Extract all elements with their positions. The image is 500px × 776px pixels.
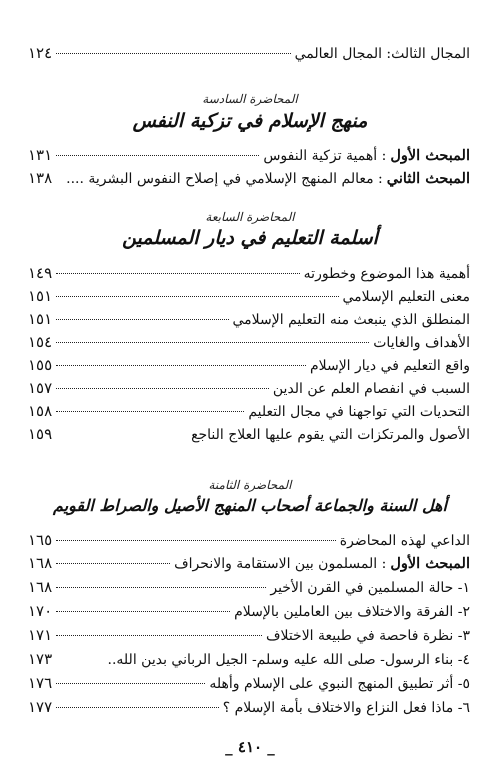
dot-leader xyxy=(56,155,259,156)
toc-entry xyxy=(28,264,470,286)
entry-page: ١٦٨ xyxy=(28,554,53,572)
toc-entry xyxy=(28,531,470,553)
dot-leader xyxy=(56,319,228,320)
toc-entry xyxy=(28,169,470,191)
toc-entry xyxy=(28,425,470,447)
toc-entry xyxy=(28,146,470,168)
entry-page: ١٤٩ xyxy=(28,264,53,282)
entry-text: ٥- أثر تطبيق المنهج النبوي على الإسلام وأهله xyxy=(209,676,470,692)
entry-page: ١٢٤ xyxy=(28,44,53,62)
lecture-title: منهج الإسلام في تزكية النفس xyxy=(132,110,368,132)
entry-text: : المسلمون بين الاستقامة والانحراف xyxy=(174,556,387,572)
entry-text: السبب في انفصام العلم عن الدين xyxy=(272,381,470,397)
toc-entry xyxy=(28,674,470,696)
lecture-title: أسلمة التعليم في ديار المسلمين xyxy=(122,227,378,249)
entry-text: ٢- الفرقة والاختلاف بين العاملين بالإسلام xyxy=(234,604,470,620)
dot-leader xyxy=(56,683,205,684)
toc-entry xyxy=(28,379,470,401)
entry-text: ٣- نظرة فاحصة في طبيعة الاختلاف xyxy=(265,628,470,644)
entry-page: ١٥١ xyxy=(28,310,53,328)
entry-page: ١٦٥ xyxy=(28,531,53,549)
entry-text: : أهمية تزكية النفوس xyxy=(263,148,387,164)
page-number-value: ٤١٠ xyxy=(237,738,263,756)
entry-text: الأصول والمرتكزات التي يقوم عليها العلاج الناجع xyxy=(191,427,470,443)
toc-entry xyxy=(28,287,470,309)
section-label: المبحث الأول xyxy=(390,555,470,572)
entry-text: ١- حالة المسلمين في القرن الأخير xyxy=(270,580,470,596)
entry-page: ١٥٨ xyxy=(28,402,53,420)
entry-page: ١٥١ xyxy=(28,287,53,305)
entry-text: ٦- ماذا فعل النزاع والاختلاف بأمة الإسلام ؟ xyxy=(222,700,470,716)
entry-page: ١٥٥ xyxy=(28,356,53,374)
entry-page: ١٧٦ xyxy=(28,674,53,692)
page-number-dash-left: _ xyxy=(262,738,275,756)
entry-text: معنى التعليم الإسلامي xyxy=(342,289,470,305)
section-label: المبحث الأول xyxy=(390,147,470,164)
entry-page: ١٣١ xyxy=(28,146,53,164)
page-number xyxy=(0,738,500,756)
toc-entry xyxy=(28,578,470,600)
dot-leader xyxy=(56,388,269,389)
entry-page: ١٥٤ xyxy=(28,333,53,351)
lecture-title: أهل السنة والجماعة أصحاب المنهج الأصيل والصراط القويم xyxy=(53,496,447,515)
toc-entry xyxy=(28,310,470,332)
dot-leader xyxy=(56,707,219,708)
dot-leader xyxy=(56,563,170,564)
entry-text: التحديات التي تواجهنا في مجال التعليم xyxy=(248,404,470,420)
entry-page: ١٧١ xyxy=(28,626,53,644)
entry-page: ١٦٨ xyxy=(28,578,53,596)
entry-page: ١٥٧ xyxy=(28,379,53,397)
entry-text: : معالم المنهج الإسلامي في إصلاح النفوس البشرية .... xyxy=(66,171,383,187)
lecture-caption: المحاضرة السادسة xyxy=(202,92,298,106)
dot-leader xyxy=(56,273,300,274)
entry-page: ١٧٠ xyxy=(28,602,53,620)
dot-leader xyxy=(56,635,262,636)
entry-text: ٤- بناء الرسول- صلى الله عليه وسلم- الجيل الرباني بدين الله.. xyxy=(107,652,470,668)
entry-text: المنطلق الذي ينبعث منه التعليم الإسلامي xyxy=(232,312,470,328)
dot-leader xyxy=(56,296,338,297)
toc-entry xyxy=(28,554,470,576)
lecture-caption: المحاضرة الثامنة xyxy=(208,478,292,492)
entry-text: واقع التعليم في ديار الإسلام xyxy=(309,358,470,374)
dot-leader xyxy=(56,342,369,343)
toc-entry xyxy=(28,698,470,720)
toc-entry xyxy=(28,626,470,648)
dot-leader xyxy=(56,411,244,412)
dot-leader xyxy=(56,365,306,366)
toc-entry xyxy=(28,402,470,424)
dot-leader xyxy=(56,587,266,588)
lecture-caption: المحاضرة السابعة xyxy=(205,210,295,224)
entry-page: ١٥٩ xyxy=(28,425,53,443)
toc-entry xyxy=(28,650,470,672)
entry-text: أهمية هذا الموضوع وخطورته xyxy=(303,266,470,282)
dot-leader xyxy=(56,540,336,541)
page-number-dash-right: _ xyxy=(225,738,238,756)
entry-page: ١٣٨ xyxy=(27,169,53,187)
toc-entry xyxy=(28,356,470,378)
entry-text: المجال الثالث: المجال العالمي xyxy=(294,46,470,62)
entry-page: ١٧٧ xyxy=(28,698,53,716)
entry-page: ١٧٣ xyxy=(28,650,53,668)
entry-text: الداعي لهذه المحاضرة xyxy=(339,533,470,549)
dot-leader xyxy=(56,53,290,54)
dot-leader xyxy=(56,611,230,612)
toc-entry xyxy=(28,602,470,624)
entry-text: الأهداف والغايات xyxy=(373,335,470,351)
toc-entry xyxy=(28,333,470,355)
toc-entry xyxy=(28,44,470,66)
section-label: المبحث الثاني xyxy=(386,170,470,187)
